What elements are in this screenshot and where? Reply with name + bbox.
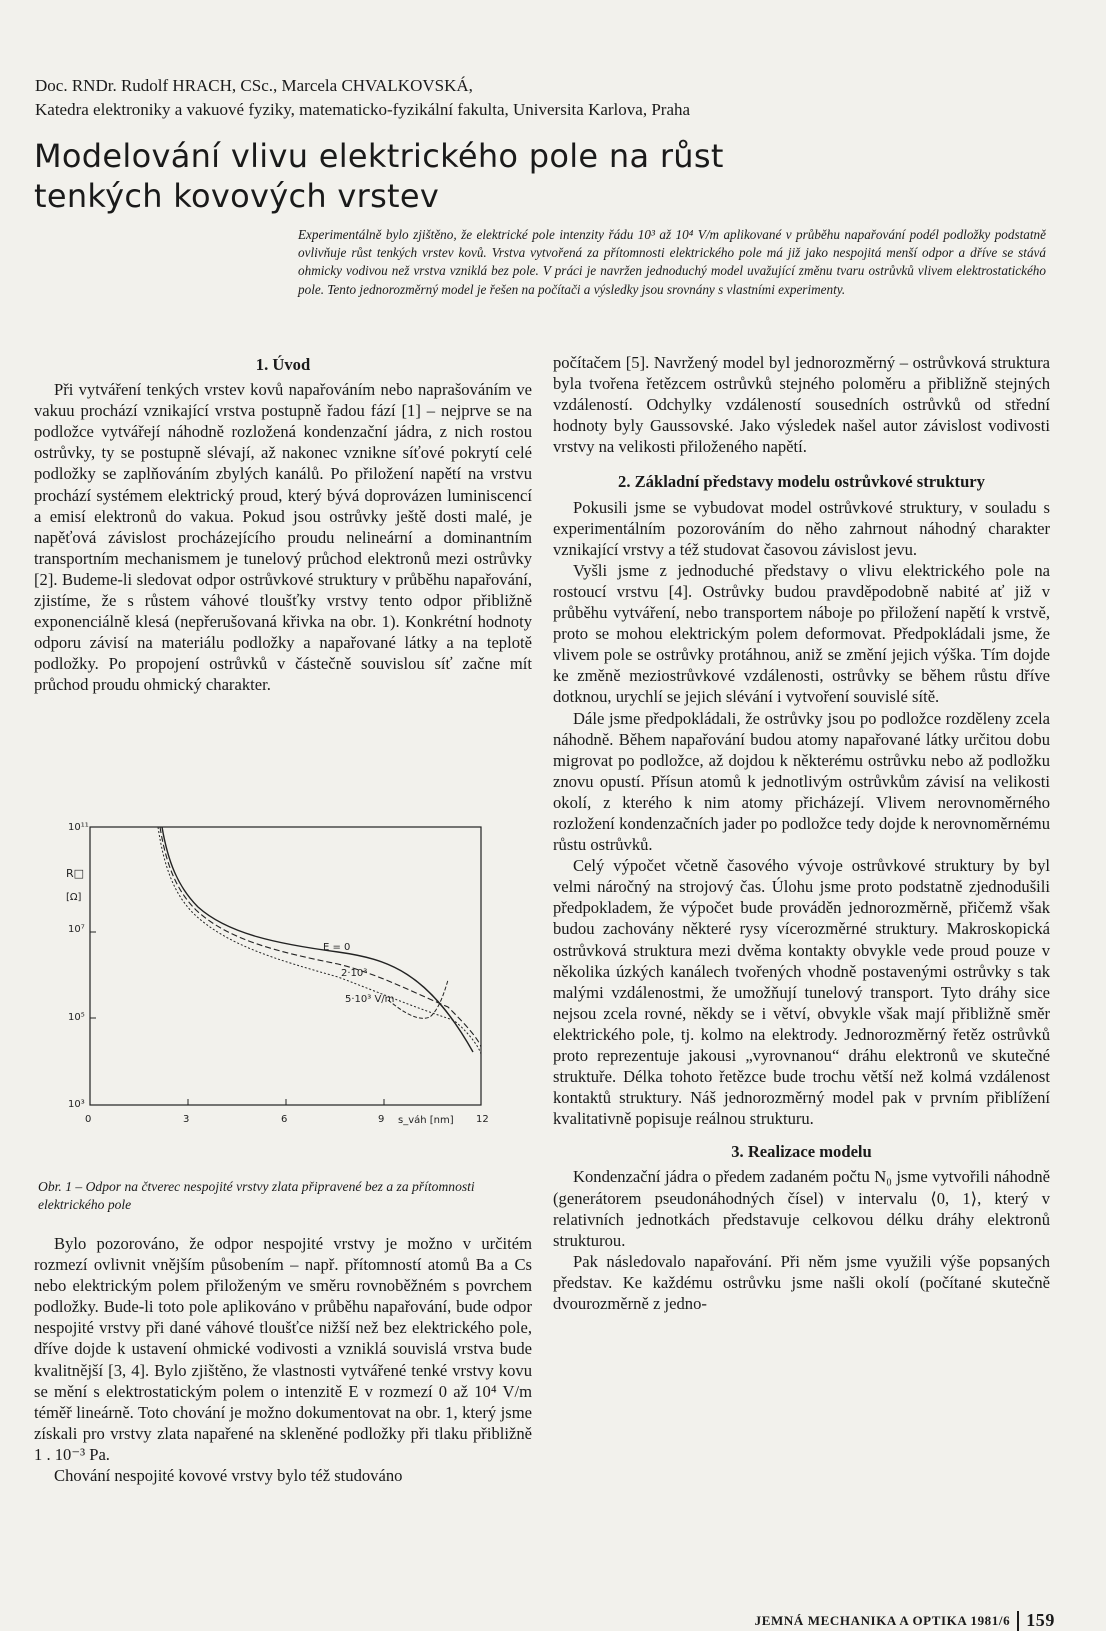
curve-5e3-hook — [388, 980, 448, 1018]
author-block — [35, 74, 1075, 122]
paragraph: Chování nespojité kovové vrstvy bylo též studováno — [54, 1466, 403, 1486]
paragraph: Bylo pozorováno, že odpor nespojité vrstvy je možno v určitém rozmezí ovlivnit vnějším působením – např. přítomností atomů Ba a Cs nebo elektrickým polem přiloženým ve směru rovnoběžném s povrchem podložky. Bude-li toto pole aplikováno v průběhu napařování, bude odpor nespojité vrstvy při dané váhové tloušťce nižší než bez elektrického pole, dříve dojde k ustavení ohmické vodivosti a vzniklá souvislá vrstva bude kvalitnější [3, 4]. Bylo zjištěno, že vlastnosti vytvářené tenké vrstvy kovu se mění s elektrostatickým polem o intenzitě E v rozmezí 0 až 10⁴ V/m téměř lineárně. Toto chování je možno dokumentovat na obr. 1, který jsme získali pro vrstvy zlata napařené na skleněné podložky při tlaku přibližně 1 . 10⁻³ Pa. — [34, 1234, 532, 1464]
authors-line: Doc. RNDr. Rudolf HRACH, CSc., Marcela CHVALKOVSKÁ, — [35, 76, 473, 95]
right-column — [553, 352, 1050, 1314]
paragraph: počítačem [5]. Navržený model byl jednorozměrný – ostrůvková struktura byla tvořena řetězcem ostrůvků stejného poloměru a přibližně stejných vzdáleností. Odchylky vzdáleností sousedních ostrůvků od střední hodnoty byly Gaussovské. Jako výsledek našel autor závislost vodivosti vrstvy na velikosti přiloženého napětí. — [553, 353, 1050, 457]
x-tick-label: 3 — [183, 1114, 190, 1125]
curve-label-e0: E = 0 — [323, 942, 351, 953]
paragraph: Při vytváření tenkých vrstev kovů napařováním nebo naprašováním ve vakuu prochází vznikající vrstva postupně řadou fází [1] – nejprve se na podložce vytvářejí náhodně rozložená kondenzační jádra, z nich rostou ostrůvky, ty se postupně slévají, až nakonec vznikne síťové pokrytí celé podložky se zaplňováním zbylých kanálů. Po přiložení napětí na vrstvu prochází systémem elektrický proud, který bývá doprovázen luminiscencí a emisí elektronů do vakua. Pokud jsou ostrůvky ještě dosti malé, je napěťová závislost procházejícího proudu nelineární a dominantním transportním mechanismem je tunelový průchod elektronů mezi ostrůvky [2]. Budeme-li sledovat odpor ostrůvkové struktury v průběhu napařování, zjistíme, že s růstem váhové tloušťky vrstvy tento odpor přibližně exponenciálně klesá (nepřerušovaná křivka na obr. 1). Konkrétní hodnoty odporu závisí na materiálu podložky a napařované látky a na teplotě podložky. Po propojení ostrůvků v částečně souvislou síť začne mít průchod proudu ohmický charakter. — [34, 380, 532, 695]
curve-label-5e3: 5·10³ V/m — [345, 994, 395, 1005]
footer-divider — [1017, 1611, 1019, 1631]
x-tick-label: 9 — [378, 1114, 385, 1125]
left-column-top — [34, 352, 532, 696]
affiliation-line: Katedra elektroniky a vakuové fyziky, matematicko-fyzikální fakulta, Universita Karlova, Praha — [35, 100, 691, 119]
paragraph: Dále jsme předpokládali, že ostrůvky jsou po podložce rozděleny zcela náhodně. Během napařování budou atomy napařované látky určitou dobu migrovat po podložce, až dojdou k některému ostrůvku nebo až podložku znovu opustí. Přísun atomů k jednotlivým ostrůvkům závisí na velikosti okolí, z kterého k nim atomy přicházejí. Vlivem nerovnoměrného rozložení kondenzačních jader po podložce tedy dojde k nerovnoměrnému růstu ostrůvků. — [553, 708, 1050, 855]
page-number: 159 — [1026, 1610, 1055, 1630]
journal-name: JEMNÁ MECHANIKA A OPTIKA 1981/6 — [754, 1612, 1011, 1628]
article-title: Modelování vlivu elektrického pole na růst tenkých kovových vrstev — [34, 137, 724, 215]
x-tick-label: 12 — [476, 1114, 489, 1125]
x-tick-label: 0 — [85, 1114, 92, 1125]
y-axis-label: R□ — [66, 867, 85, 880]
figure-caption: Obr. 1 – Odpor na čtverec nespojité vrstvy zlata připravené bez a za přítomnosti elektrického pole — [38, 1179, 475, 1212]
y-tick-label: 10⁵ — [68, 1012, 85, 1023]
y-tick-label: 10¹¹ — [68, 822, 89, 833]
figure-resistance-plot — [58, 822, 518, 1172]
y-tick-label: 10³ — [68, 1099, 85, 1110]
x-axis-label: s_váh [nm] — [398, 1115, 454, 1126]
paragraph: Celý výpočet včetně časového vývoje ostrůvkové struktury by byl velmi náročný na strojový čas. Úlohu jsme proto podstatně zjednodušili předpokladem, že výpočet bude prováděn jednorozměrně, přičemž však budou zachovány některé rysy vícerozměrné struktury. Makroskopická ostrůvková struktura mezi dvěma kontakty obvykle vede proud pouze v několika úzkých kanálech tvořených vhodně postavenými ostrůvky s tak malými vzdálenostmi, že umožňují tunelový transport. Tyto dráhy sice nejsou zcela rovné, někdy se i větví, obvykle však mají přibližně směr elektrického pole, tj. kolmo na elektrody. Jednorozměrný řetěz ostrůvků proto reprezentuje jakousi „vyrovnanou“ dráhu elektronů ve skutečné struktuře. Délka tohoto řetězce bude trochu větší než kolmá vzdálenost kontaktů struktury. Náš jednorozměrný model pak v prvním přiblížení kvalitativně popisuje reálnou strukturu. — [553, 856, 1050, 1129]
abstract: Experimentálně bylo zjištěno, že elektrické pole intenzity řádu 10³ až 10⁴ V/m aplikované v průběhu napařování podél podložky podstatně ovlivňuje růst tenkých vrstev kovů. Vrstva vytvořená za přítomnosti elektrického pole má již jako nespojitá menší odpor a dříve se stává ohmicky vodivou než vrstva vzniklá bez pole. V práci je navržen jednoduchý model uvažující změnu tvaru ostrůvků vlivem elektrostatického pole. Tento jednorozměrný model je řešen na počítači a výsledky jsou srovnány s vlastními experimenty. — [298, 227, 1046, 297]
x-tick-label: 6 — [281, 1114, 288, 1125]
page-footer — [715, 1610, 1055, 1631]
paragraph: Pak následovalo napařování. Při něm jsme využili výše popsaných představ. Ke každému ostrůvku jsme našli okolí (počítané skutečně dvourozměrně z jedno- — [553, 1251, 1050, 1314]
paragraph: Vyšli jsme z jednoduché představy o vlivu elektrického pole na rostoucí vrstvu [4]. Ostrůvky budou pravděpodobně nabité ať již v průběhu vytváření, nebo transportem náboje po přiložení napětí k vrstvě, proto se mohou elektrickým polem deformovat. Předpokládali jsme, že vlivem pole se ostrůvky protáhnou, aniž se změní jejich výška. Tím dojde ke změně meziostrůvkové vzdálenosti, ostrůvky se během růstu dříve dotknou, urychlí se jejich slévání i vytvoření souvislé sítě. — [553, 560, 1050, 707]
paragraph: Pokusili jsme se vybudovat model ostrůvkové struktury, v souladu s experimentálním pozorováním do něho zahrnout náhodný charakter vznikající vrstvy a též studovat časovou závislost jevu. — [553, 497, 1050, 559]
paragraph: Kondenzační jádra o předem zadaném počtu N₀ jsme vytvořili náhodně (generátorem pseudonáhodných čísel) v intervalu ⟨0, 1⟩, který v relativních jednotkách představuje celkovou délku dráhy elektronů strukturou. — [553, 1167, 1050, 1250]
section-title-realizace: 3. Realizace modelu — [731, 1142, 872, 1162]
axis-ticks — [90, 932, 384, 1105]
plot-frame — [90, 827, 481, 1105]
curve-label-2e3: 2·10³ — [341, 968, 368, 979]
y-tick-label: 10⁷ — [68, 924, 85, 935]
left-column-bottom — [34, 1233, 532, 1486]
y-axis-unit: [Ω] — [66, 892, 82, 903]
section-title-zakladni-predstavy: 2. Základní představy modelu ostrůvkové struktury — [618, 472, 985, 492]
curve-5e3 — [158, 827, 481, 1054]
section-title-uvod: 1. Úvod — [255, 355, 311, 374]
